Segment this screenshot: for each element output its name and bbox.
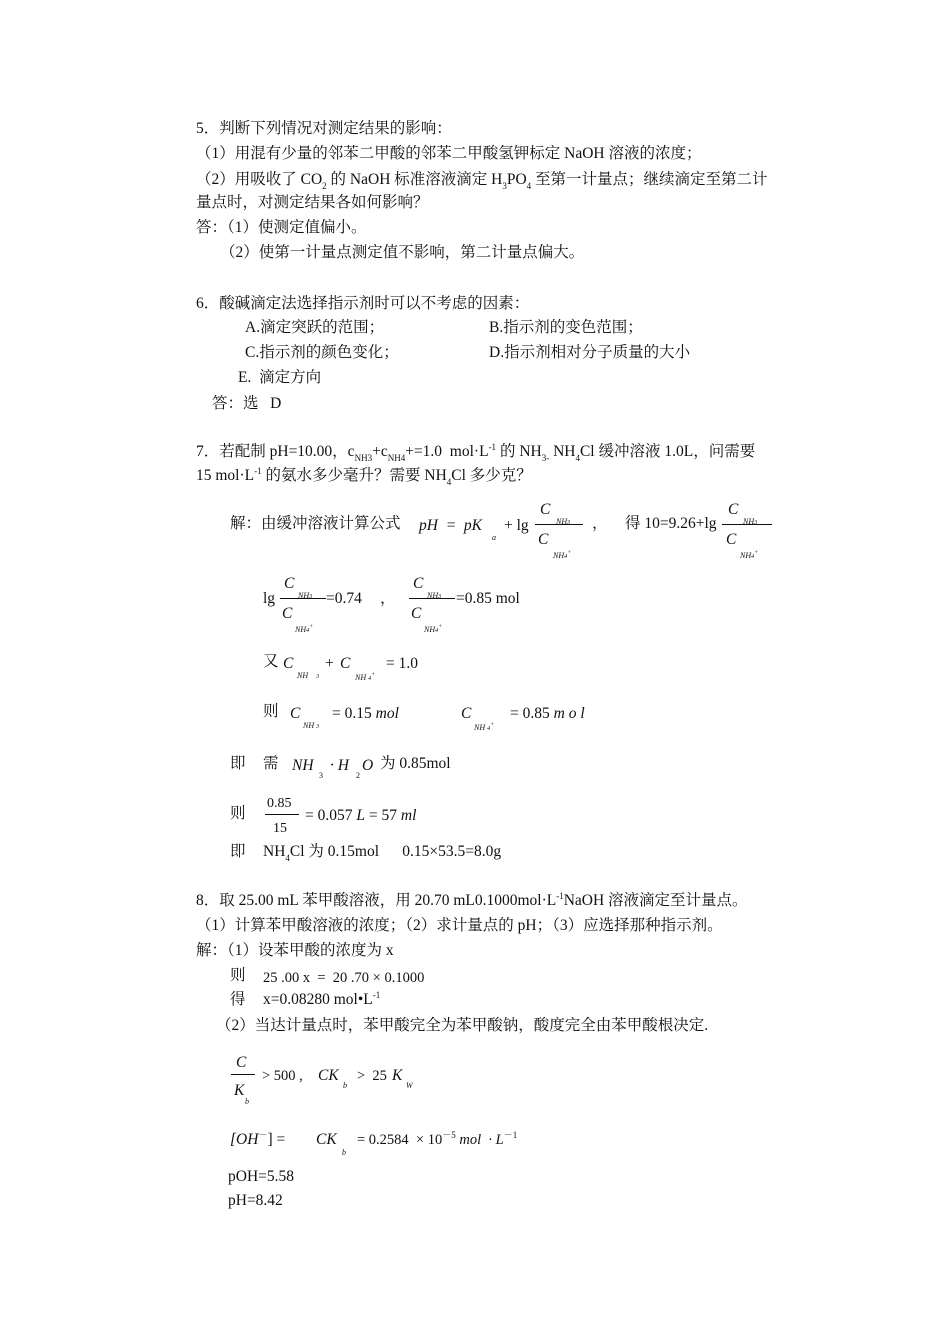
q7-formula-c-num: C [540,501,551,518]
q6-answer: 答：选 D [212,395,282,412]
q7-sum-value: = 1.0 [386,655,418,672]
q6-option-e: E. 滴定方向 [238,369,322,386]
q6-option-b: B.指示剂的变色范围； [489,319,643,336]
q7-get-nh3: NH3 [743,517,758,526]
q7-get-label: 得 10=9.26+lg [625,515,717,532]
q7-ratio2-nh3: NH3 [427,591,442,600]
q7-formula-a: a [492,533,496,542]
q7-formula-lg: + lg [504,517,529,534]
q7-get-bar [722,524,772,525]
q6-option-d: D.指示剂相对分子质量的大小 [489,344,691,361]
q8-cond-ck: CK [318,1067,339,1084]
q7-cnh4-value: = 0.85 m o l [510,705,585,722]
q8-oh-b: b [342,1148,346,1157]
q5-part2-cont: 量点时，对测定结果各如何影响？ [196,194,429,211]
q7-cnh3-value: = 0.15 mol [332,705,399,722]
q7-vol-value: = 0.057 L = 57 ml [305,807,417,824]
q5-answer2: （2）使第一计量点测定值不影响，第二计量点偏大。 [220,244,585,261]
q7-vol-den: 15 [273,821,287,836]
q7-get-c-num: C [728,501,739,518]
q6-option-c: C.指示剂的颜色变化； [245,344,399,361]
q7-formula-ph: pH = pK [419,517,482,534]
q7-nh3h2o-2: 2 [356,771,360,780]
q8-poh: pOH=5.58 [228,1168,295,1185]
q8-ph: pH=8.42 [228,1192,283,1209]
q8-title-line2: （1）计算苯甲酸溶液的浓度；（2）求计量点的 pH；（3）应选择那种指示剂。 [196,917,723,934]
q7-sum-plus: + [325,655,334,672]
q7-ratio2-c-num: C [413,575,424,592]
q7-formula-nh3: NH3 [556,517,571,526]
q7-nh3h2o-o: O [362,757,374,774]
q7-solution-intro: 解：由缓冲溶液计算公式 [230,515,401,532]
q7-sum-c2: C [340,655,351,672]
q7-ze2: 则 [230,805,246,822]
q7-ratio2-bar [409,598,455,599]
q7-formula-bar [535,524,583,525]
q7-ratio1-bar [280,598,326,599]
q7-ji2: 即 [230,843,246,860]
q7-ji: 即 [230,755,246,772]
q8-solution-step1: 解：（1）设苯甲酸的浓度为 x [196,942,394,959]
q8-de: 得 [230,991,246,1008]
q7-nh3h2o-3: 3 [319,771,323,780]
q7-formula-comma: ， [592,515,608,532]
q8-cond-k: K [234,1082,245,1099]
q8-eq1: 25 .00 x = 20 .70 × 0.1000 [263,970,425,986]
q7-title-line1: 7．若配制 pH=10.00，$c_{NH3}+c_{NH4}+=1.0$ $mol\cdot L^{-1}$ 的 $NH_{3-}$ $NH_4Cl$ 缓冲溶液 1.0L，问需要 [196,442,756,463]
q8-cond-kw: K [392,1067,403,1084]
q5-part1: （1）用混有少量的邻苯二甲酸的邻苯二甲酸氢钾标定 NaOH 溶液的浓度； [196,145,702,162]
q7-cnh4-sub: NH 4+ [474,722,495,732]
q8-cond-w: W [406,1081,413,1090]
q7-ratio2-nh4: NH4+ [424,624,443,634]
q7-ratio2-value: =0.85 mol [456,590,520,607]
q7-vol-bar [265,814,299,815]
q6-option-a: A.滴定突跃的范围； [245,319,385,336]
q7-formula-c-den: C [538,531,549,548]
q7-get-c-den: C [726,531,737,548]
q8-cond-b: b [245,1097,249,1106]
q7-get-nh4: NH4+ [740,550,759,560]
q7-sum-c1: C [283,655,294,672]
q8-cond-gt500: > 500 , [262,1068,303,1084]
q8-eq2: x=0.08280 $mol•L^{-1}$ [263,990,381,1008]
q8-cond-bar [231,1074,255,1075]
q7-formula-nh4: NH4+ [553,550,572,560]
q7-nh4cl-result: $NH_4Cl$ 为 0.15mol 0.15×53.5=8.0g [263,843,502,863]
q6-title: 6．酸碱滴定法选择指示剂时可以不考虑的因素： [196,295,530,312]
q8-ze: 则 [230,967,246,984]
q8-oh-ck: CK [316,1131,337,1148]
q7-sum-nh3: NH 3 [297,671,320,680]
q8-cond-b2: b [343,1081,347,1090]
q7-ze: 则 [263,703,279,720]
q5-answer1: 答：（1）使测定值偏小。 [196,219,367,236]
q7-xu: 需 [263,755,279,772]
q7-nh3h2o-h: · H [330,757,349,774]
q7-vol-num: 0.85 [267,796,292,811]
q7-lg: lg [263,590,276,607]
q8-cond-gt25: > 25 [357,1068,387,1084]
q7-ratio1-value: =0.74 [326,590,362,607]
q7-cnh4-c: C [461,705,472,722]
q7-ratio-comma: ， [380,590,396,607]
q5-part2: （2）用吸收了 $CO_2$ 的 NaOH 标准溶液滴定 $H_3PO_4$ 至第一计量点；继续滴定至第二计 [196,171,768,191]
q7-title-line2: 15 $mol\cdot L^{-1}$ 的氨水多少毫升？需要 $NH_4Cl$ 多少克？ [196,466,532,487]
q7-cnh3-c: C [290,705,301,722]
q7-nh3h2o-nh: NH [292,757,314,774]
q7-you: 又 [263,653,279,670]
q8-oh-value: = $0.2584 \times 10^{-5}$ mol · $L^{-1}$ [357,1130,518,1148]
q8-solution-step2: （2）当达计量点时，苯甲酸完全为苯甲酸钠，酸度完全由苯甲酸根决定. [216,1017,709,1034]
q8-title-line1: 8．取 25.00 mL 苯甲酸溶液，用 20.70 $mL0.1000mol\cdot L^{-1}NaOH$ 溶液滴定至计量点。 [196,891,748,909]
q7-ratio1-c-num: C [284,575,295,592]
q7-nh3h2o-amount: 为 0.85mol [380,755,451,772]
q7-ratio1-c-den: C [282,605,293,622]
q8-oh-label: [OH－] = [230,1130,286,1148]
q7-sum-nh4: NH 4+ [355,672,376,682]
q7-ratio2-c-den: C [411,605,422,622]
q7-ratio1-nh3: NH3 [298,591,313,600]
q7-cnh3-sub: NH 3 [303,721,320,730]
q5-title: 5．判断下列情况对测定结果的影响： [196,120,452,137]
q8-cond-c: C [236,1054,247,1071]
q7-ratio1-nh4: NH4+ [295,624,314,634]
